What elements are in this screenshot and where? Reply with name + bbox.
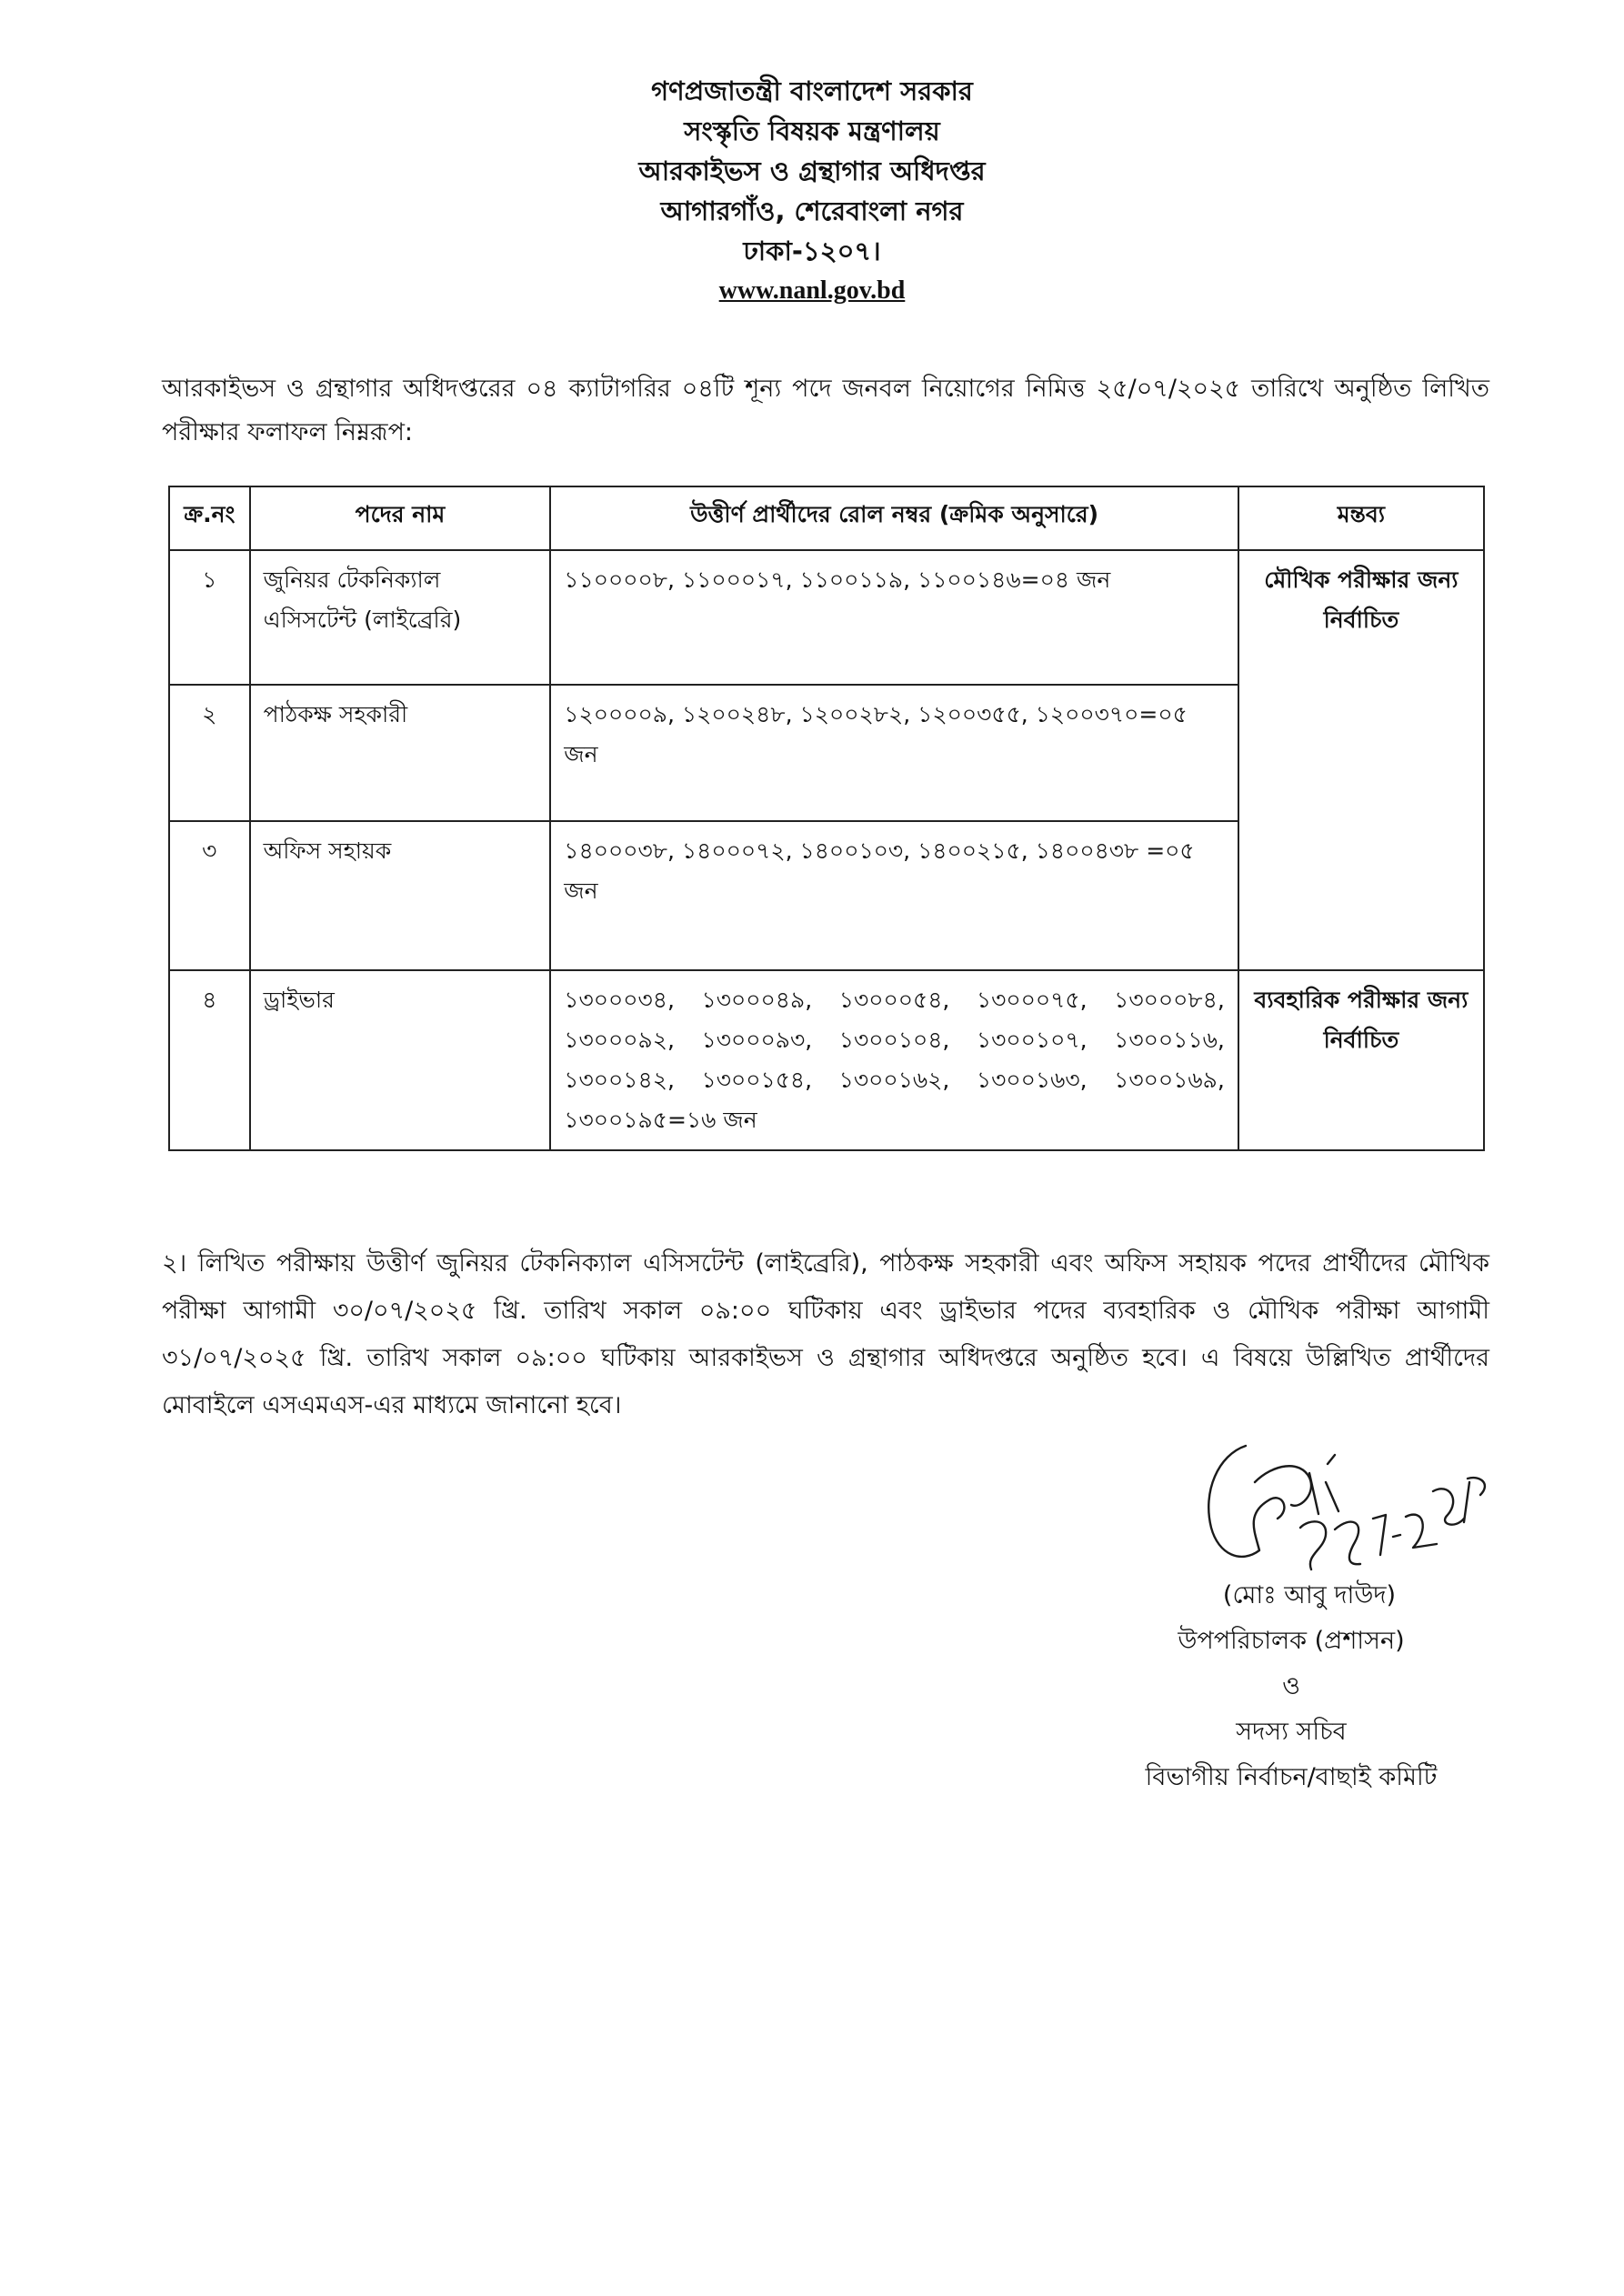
row-post: পাঠকক্ষ সহকারী: [250, 685, 551, 821]
row-post: ড্রাইভার: [250, 970, 551, 1150]
website-link[interactable]: www.nanl.gov.bd: [718, 276, 906, 305]
officer-designation: উপপরিচালক (প্রশাসন): [1178, 1627, 1405, 1655]
committee-name: বিভাগীয় নির্বাচন/বাছাই কমিটি: [1145, 1763, 1438, 1791]
department-name: আরকাইভস ও গ্রন্থাগার অধিদপ্তর: [638, 155, 986, 186]
row-post: জুনিয়র টেকনিক্যাল এসিসটেন্ট (লাইব্রেরি): [250, 550, 551, 685]
table-row: [169, 970, 1484, 1150]
officer-role: সদস্য সচিব: [1236, 1718, 1347, 1746]
exam-schedule-paragraph: ২। লিখিত পরীক্ষায় উত্তীর্ণ জুনিয়র টেকনিক্যাল এসিসটেন্ট (লাইব্রেরি), পাঠকক্ষ সহকারী এবং অফিস সহায়ক পদের প্রার্থীদের মৌখিক পরীক্ষা আগামী ৩০/০৭/২০২৫ খ্রি. তারিখ সকাল ০৯:০০ ঘটিকায় এবং ড্রাইভার পদের ব্যবহারিক ও মৌখিক পরীক্ষা আগামী ৩১/০৭/২০২৫ খ্রি. তারিখ সকাল ০৯:০০ ঘটিকায় আরকাইভস ও গ্রন্থাগার অধিদপ্তরে অনুষ্ঠিত হবে। এ বিষয়ে উল্লিখিত প্রার্থীদের মোবাইলে এসএমএস-এর মাধ্যমে জানানো হবে।: [162, 1249, 1489, 1419]
row-rolls: ১৩০০০৩৪, ১৩০০০৪৯, ১৩০০০৫৪, ১৩০০০৭৫, ১৩০০০৮৪, ১৩০০০৯২, ১৩০০০৯৩, ১৩০০১০৪, ১৩০০১০৭, ১৩০০১১৬, ১৩০০১৪২, ১৩০০১৫৪, ১৩০০১৬২, ১৩০০১৬৩, ১৩০০১৬৯, ১৩০০১৯৫=১৬ জন: [550, 970, 1238, 1150]
government-name: গণপ্রজাতন্ত্রী বাংলাদেশ সরকার: [651, 75, 973, 106]
ministry-name: সংস্কৃতি বিষয়ক মন্ত্রণালয়: [684, 115, 940, 146]
city-line: ঢাকা-১২০৭।: [743, 236, 881, 266]
row-rolls: ১৪০০০৩৮, ১৪০০০৭২, ১৪০০১০৩, ১৪০০২১৫, ১৪০০৪৩৮ =০৫ জন: [550, 821, 1238, 970]
officer-name: (মোঃ আবু দাউদ): [1222, 1581, 1397, 1609]
results-table: [168, 486, 1485, 1151]
table-header-row: [169, 486, 1484, 550]
row-serial: ৪: [169, 970, 250, 1150]
remark-practical: ব্যবহারিক পরীক্ষার জন্য নির্বাচিত: [1238, 970, 1484, 1150]
conjunction-text: ও: [1282, 1672, 1300, 1700]
row-rolls: ১২০০০০৯, ১২০০২৪৮, ১২০০২৮২, ১২০০৩৫৫, ১২০০৩৭০=০৫ জন: [550, 685, 1238, 821]
remark-oral: মৌখিক পরীক্ষার জন্য নির্বাচিত: [1238, 550, 1484, 970]
table-row: [169, 550, 1484, 685]
address-line: আগারগাঁও, শেরেবাংলা নগর: [660, 196, 964, 226]
header-rolls: উত্তীর্ণ প্রার্থীদের রোল নম্বর (ক্রমিক অনুসারে): [550, 486, 1238, 550]
row-rolls: ১১০০০০৮, ১১০০০১৭, ১১০০১১৯, ১১০০১৪৬=০৪ জন: [550, 550, 1238, 685]
handwritten-signature: [1191, 1428, 1519, 1582]
header-serial: ক্র.নং: [169, 486, 250, 550]
row-post: অফিস সহায়ক: [250, 821, 551, 970]
signature-block: [1082, 1573, 1500, 1800]
letterhead: [0, 71, 1624, 311]
row-serial: ২: [169, 685, 250, 821]
row-serial: ১: [169, 550, 250, 685]
row-serial: ৩: [169, 821, 250, 970]
header-remarks: মন্তব্য: [1238, 486, 1484, 550]
intro-text: আরকাইভস ও গ্রন্থাগার অধিদপ্তরের ০৪ ক্যাটাগরির ০৪টি শূন্য পদে জনবল নিয়োগের নিমিত্ত ২৫/০৭/২০২৫ তারিখে অনুষ্ঠিত লিখিত পরীক্ষার ফলাফল নিম্নরূপ:: [162, 375, 1489, 446]
header-post: পদের নাম: [250, 486, 551, 550]
